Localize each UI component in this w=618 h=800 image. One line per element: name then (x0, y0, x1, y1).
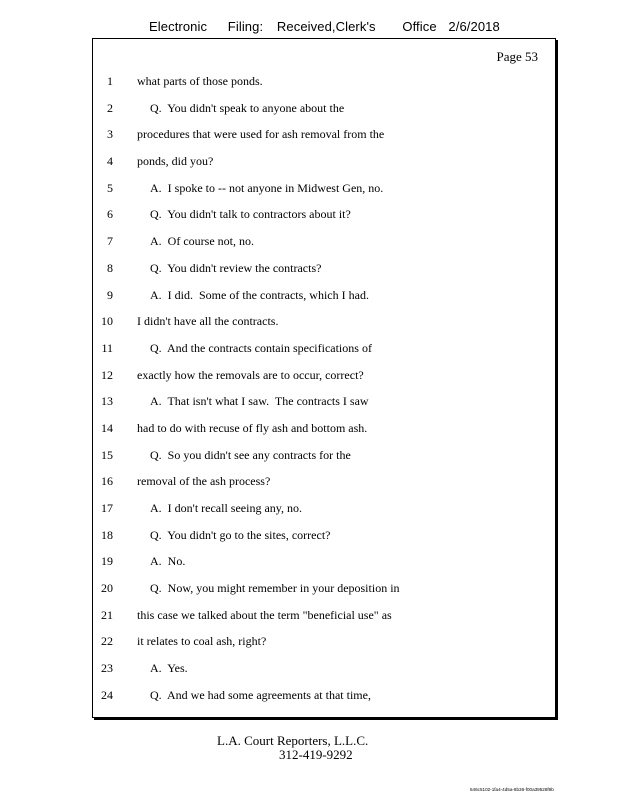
transcript-body (0, 71, 618, 712)
line-text: it relates to coal ash, right? (137, 634, 267, 649)
line-number: 11 (101, 340, 113, 355)
transcript-line (0, 338, 618, 365)
line-number: 18 (101, 527, 113, 542)
filing-header-date: 2/6/2018 (448, 19, 500, 34)
transcript-line (0, 98, 618, 125)
transcript-line (0, 418, 618, 445)
line-text: removal of the ash process? (137, 474, 271, 489)
filing-header-office: Office (402, 19, 437, 34)
line-number: 9 (107, 287, 113, 302)
page-number: Page 53 (496, 49, 538, 64)
line-number: 3 (107, 127, 113, 142)
transcript-line (0, 178, 618, 205)
line-text: Q. So you didn't see any contracts for the (150, 447, 351, 462)
line-number: 23 (101, 661, 113, 676)
line-number: 12 (101, 367, 113, 382)
transcript-line (0, 124, 618, 151)
line-number: 16 (101, 474, 113, 489)
transcript-line (0, 258, 618, 285)
line-number: 1 (107, 74, 113, 88)
line-number: 15 (101, 447, 113, 462)
document-id: 546c5102-1fa4-4d5a-8b36-f00a39528f9b (470, 787, 554, 792)
line-number: 10 (101, 314, 113, 329)
transcript-line (0, 631, 618, 658)
line-text: exactly how the removals are to occur, correct? (137, 367, 364, 382)
line-text: A. No. (150, 554, 186, 569)
transcript-line (0, 204, 618, 231)
filing-header (149, 19, 500, 34)
line-number: 19 (101, 554, 113, 569)
line-number: 6 (107, 207, 113, 222)
line-number: 17 (101, 501, 113, 515)
transcript-line (0, 231, 618, 258)
line-number: 5 (107, 180, 113, 195)
transcript-line (0, 525, 618, 552)
line-text: had to do with recuse of fly ash and bottom ash. (137, 420, 368, 435)
line-text: Q. Now, you might remember in your deposition in (150, 581, 400, 596)
line-text: procedures that were used for ash removal from the (137, 127, 385, 142)
line-number: 22 (101, 634, 113, 649)
transcript-line (0, 285, 618, 312)
footer-phone: 312-419-9292 (279, 747, 353, 762)
line-text: ponds, did you? (137, 154, 214, 169)
transcript-line (0, 551, 618, 578)
line-text: A. That isn't what I saw. The contracts I saw (150, 394, 369, 409)
line-number: 4 (107, 154, 113, 169)
line-text: Q. And we had some agreements at that time, (150, 687, 371, 702)
transcript-line (0, 498, 618, 525)
line-text: A. I did. Some of the contracts, which I had. (150, 287, 369, 302)
line-number: 13 (101, 394, 113, 409)
line-text: what parts of those ponds. (137, 74, 263, 88)
transcript-line (0, 658, 618, 685)
line-number: 8 (107, 260, 113, 275)
transcript-line (0, 578, 618, 605)
transcript-line (0, 445, 618, 472)
line-text: A. I spoke to -- not anyone in Midwest Gen, no. (150, 180, 384, 195)
transcript-line (0, 71, 618, 98)
transcript-line (0, 605, 618, 632)
line-text: Q. You didn't review the contracts? (150, 260, 322, 275)
transcript-line (0, 365, 618, 392)
line-text: I didn't have all the contracts. (137, 314, 279, 329)
line-number: 21 (101, 607, 113, 622)
line-text: Q. You didn't go to the sites, correct? (150, 527, 331, 542)
filing-header-filing: Filing: (227, 19, 264, 34)
line-text: this case we talked about the term "beneficial use" as (137, 607, 392, 622)
footer-company: L.A. Court Reporters, L.L.C. (217, 733, 369, 748)
line-number: 2 (107, 100, 113, 115)
transcript-line (0, 391, 618, 418)
line-text: Q. You didn't speak to anyone about the (150, 100, 345, 115)
transcript-line (0, 685, 618, 712)
line-number: 7 (107, 234, 113, 249)
line-text: A. Of course not, no. (150, 234, 254, 249)
line-text: Q. And the contracts contain specifications of (150, 340, 372, 355)
filing-header-electronic: Electronic (149, 19, 208, 34)
transcript-line (0, 311, 618, 338)
line-text: A. I don't recall seeing any, no. (150, 501, 303, 515)
line-number: 24 (101, 687, 113, 702)
line-number: 14 (101, 420, 113, 435)
line-number: 20 (101, 581, 113, 596)
line-text: Q. You didn't talk to contractors about it? (150, 207, 351, 222)
transcript-line (0, 151, 618, 178)
line-text: A. Yes. (150, 661, 188, 676)
transcript-line (0, 471, 618, 498)
filing-header-received: Received,Clerk's (276, 19, 376, 34)
